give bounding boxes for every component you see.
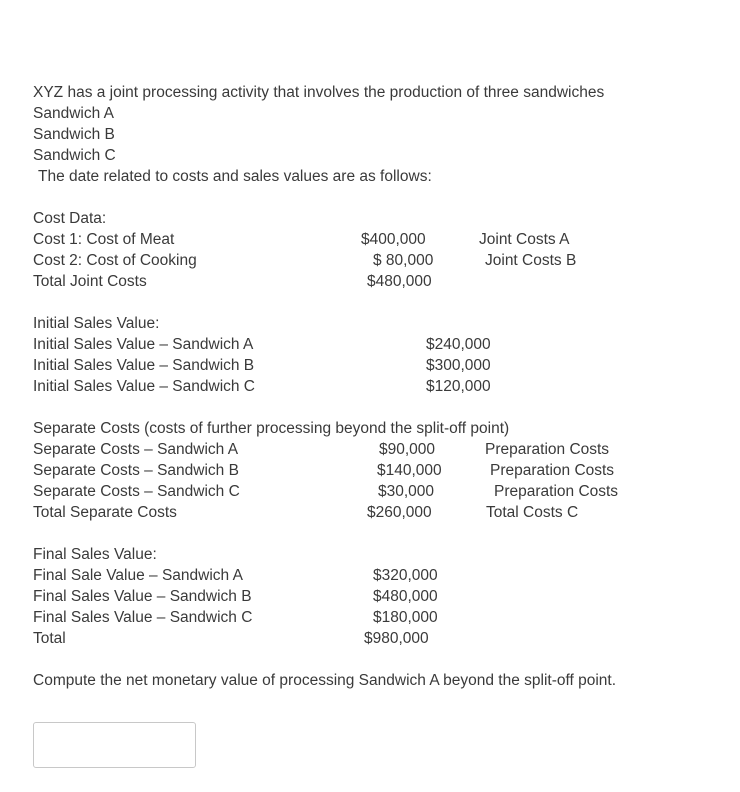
separate-cost-note: Total Costs C bbox=[486, 504, 579, 521]
initial-sales-heading: Initial Sales Value: bbox=[33, 315, 160, 332]
final-sales-label: Final Sales Value – Sandwich C bbox=[33, 609, 253, 626]
separate-cost-label: Separate Costs – Sandwich C bbox=[33, 483, 240, 500]
intro-text: XYZ has a joint processing activity that involves the production of three sandwiches bbox=[33, 84, 605, 101]
initial-sales-value: $300,000 bbox=[426, 357, 491, 374]
separate-cost-value: $90,000 bbox=[379, 441, 436, 458]
initial-sales-value: $120,000 bbox=[426, 378, 491, 395]
product-a: Sandwich A bbox=[33, 105, 114, 122]
final-sales-value: $180,000 bbox=[373, 609, 438, 626]
cost-row-value: $480,000 bbox=[367, 273, 432, 290]
initial-sales-value: $240,000 bbox=[426, 336, 491, 353]
initial-sales-label: Initial Sales Value – Sandwich A bbox=[33, 336, 254, 353]
final-sales-heading: Final Sales Value: bbox=[33, 546, 157, 563]
product-b: Sandwich B bbox=[33, 126, 115, 143]
cost-row-label: Total Joint Costs bbox=[33, 273, 147, 290]
separate-cost-note: Preparation Costs bbox=[490, 462, 615, 479]
separate-cost-note: Preparation Costs bbox=[485, 441, 610, 458]
cost-data-heading: Cost Data: bbox=[33, 210, 107, 227]
cost-row-value: $400,000 bbox=[361, 231, 426, 248]
cost-row-note: Joint Costs B bbox=[485, 252, 577, 269]
cost-row-label: Cost 2: Cost of Cooking bbox=[33, 252, 197, 269]
separate-costs-heading: Separate Costs (costs of further processing beyond the split-off point) bbox=[33, 420, 510, 437]
final-sales-value: $320,000 bbox=[373, 567, 438, 584]
cost-row-note: Joint Costs A bbox=[479, 231, 570, 248]
initial-sales-label: Initial Sales Value – Sandwich B bbox=[33, 357, 255, 374]
cost-row-value: $ 80,000 bbox=[373, 252, 434, 269]
separate-cost-label: Total Separate Costs bbox=[33, 504, 177, 521]
separate-cost-value: $260,000 bbox=[367, 504, 432, 521]
final-sales-label: Final Sale Value – Sandwich A bbox=[33, 567, 243, 584]
final-sales-label: Total bbox=[33, 630, 66, 647]
initial-sales-label: Initial Sales Value – Sandwich C bbox=[33, 378, 256, 395]
separate-cost-label: Separate Costs – Sandwich B bbox=[33, 462, 239, 479]
question-text: Compute the net monetary value of processing Sandwich A beyond the split-off point. bbox=[33, 672, 617, 689]
intro-followup: The date related to costs and sales values are as follows: bbox=[38, 168, 432, 185]
final-sales-value: $980,000 bbox=[364, 630, 429, 647]
separate-cost-value: $140,000 bbox=[377, 462, 442, 479]
answer-input[interactable] bbox=[33, 722, 196, 768]
final-sales-value: $480,000 bbox=[373, 588, 438, 605]
separate-cost-value: $30,000 bbox=[378, 483, 435, 500]
cost-row-label: Cost 1: Cost of Meat bbox=[33, 231, 175, 248]
final-sales-label: Final Sales Value – Sandwich B bbox=[33, 588, 252, 605]
separate-cost-label: Separate Costs – Sandwich A bbox=[33, 441, 239, 458]
separate-cost-note: Preparation Costs bbox=[494, 483, 619, 500]
product-c: Sandwich C bbox=[33, 147, 116, 164]
